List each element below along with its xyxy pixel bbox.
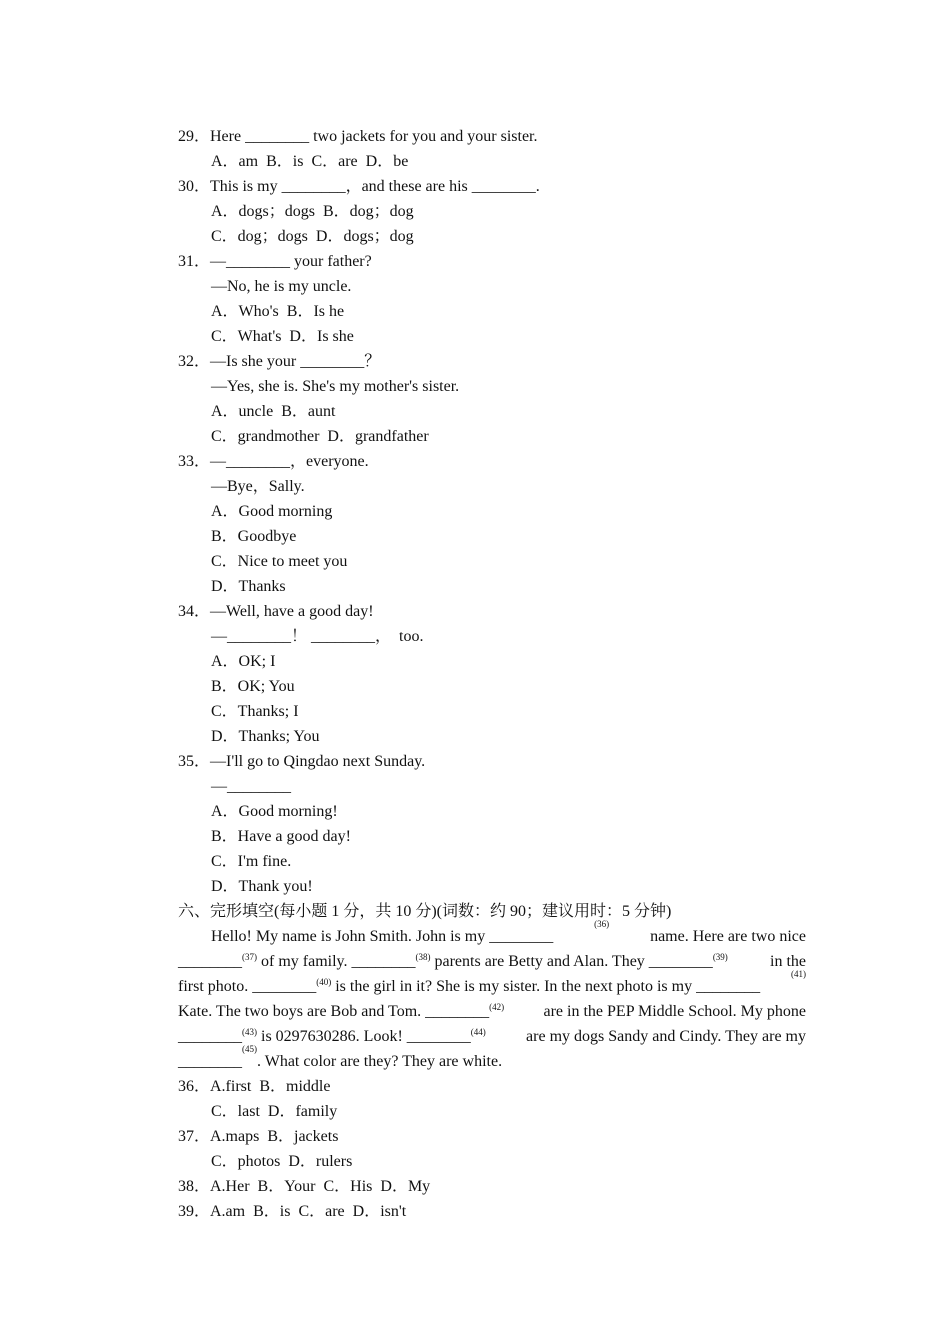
option-34-d: D．Thanks; You xyxy=(211,728,320,745)
passage-text: in the xyxy=(770,953,806,970)
option-34-c: C．Thanks; I xyxy=(211,703,299,720)
exam-page xyxy=(178,124,806,1224)
options-32-cd: C．grandmother D．grandfather xyxy=(211,428,429,445)
passage-text: Hello! My name is John Smith. John is my ________ xyxy=(211,928,554,945)
passage-text: Kate. The two boys are Bob and Tom. ________ xyxy=(178,1003,490,1020)
option-35-d: D．Thank you! xyxy=(211,878,313,895)
blank-number: (43) xyxy=(242,1027,257,1037)
options-31-cd: C．What's D．Is she xyxy=(211,328,354,345)
dialogue-31: —No, he is my uncle. xyxy=(211,278,352,295)
passage-text: first photo. ________ xyxy=(178,978,317,995)
passage-text: of my family. ________ xyxy=(257,953,416,970)
question-36: 36．A.first B．middle xyxy=(178,1078,331,1095)
dialogue-33: —Bye，Sally. xyxy=(211,478,305,495)
question-30: 30．This is my ________，and these are his ________. xyxy=(178,178,540,195)
question-37: 37．A.maps B．jackets xyxy=(178,1128,339,1145)
passage-text: is the girl in it? She is my sister. In the next photo is my ________ xyxy=(331,978,761,995)
blank-number: (40) xyxy=(316,977,332,987)
option-33-c: C．Nice to meet you xyxy=(211,553,348,570)
cloze-passage xyxy=(178,919,806,1074)
options-36-cd: C．last D．family xyxy=(211,1103,338,1120)
question-39: 39．A.am B．is C．are D．isn't xyxy=(178,1203,407,1220)
blank-number: (41) xyxy=(791,969,806,979)
passage-text: . What color are they? They are white. xyxy=(257,1053,503,1070)
question-32: 32．—Is she your ________？ xyxy=(178,353,381,370)
dialogue-32: —Yes, she is. She's my mother's sister. xyxy=(211,378,460,395)
options-31-ab: A．Who's B．Is he xyxy=(211,303,345,320)
blank-number: (37) xyxy=(242,952,257,962)
option-33-b: B．Goodbye xyxy=(211,528,297,545)
passage-text: ________ xyxy=(178,953,242,970)
passage-text: are in the PEP Middle School. My phone xyxy=(543,1003,806,1020)
passage-text: name. Here are two nice xyxy=(650,928,806,945)
section-title: 六、完形填空(每小题 1 分，共 10 分)(词数：约 90；建议用时：5 分钟) xyxy=(178,903,672,920)
option-33-d: D．Thanks xyxy=(211,578,286,595)
options-30-ab: A．dogs；dogs B．dog；dog xyxy=(211,203,414,220)
option-35-a: A．Good morning! xyxy=(211,803,338,820)
options-37-cd: C．photos D．rulers xyxy=(211,1153,353,1170)
option-34-b: B．OK; You xyxy=(211,678,295,695)
blank-number: (45) xyxy=(242,1044,257,1054)
options-32-ab: A．uncle B．aunt xyxy=(211,403,336,420)
options-29: A．am B．is C．are D．be xyxy=(211,153,409,170)
blank-number: (39) xyxy=(712,952,728,962)
passage-text: is 0297630286. Look! ________ xyxy=(257,1028,471,1045)
question-29: 29．Here ________ two jackets for you and your sister. xyxy=(178,128,538,145)
question-34: 34．—Well, have a good day! xyxy=(178,603,374,620)
option-35-b: B．Have a good day! xyxy=(211,828,351,845)
blank-number: (42) xyxy=(489,1002,505,1012)
dialogue-34: —________！ ________， too. xyxy=(211,628,424,645)
question-38: 38．A.Her B．Your C．His D．My xyxy=(178,1178,431,1195)
option-33-a: A．Good morning xyxy=(211,503,333,520)
passage-text: ________ xyxy=(178,1053,242,1070)
option-34-a: A．OK; I xyxy=(211,653,276,670)
options-30-cd: C．dog；dogs D．dogs；dog xyxy=(211,228,414,245)
question-33: 33．—________，everyone. xyxy=(178,453,369,470)
blank-number: (38) xyxy=(415,952,431,962)
question-31: 31．—________ your father? xyxy=(178,253,372,270)
option-35-c: C．I'm fine. xyxy=(211,853,292,870)
passage-text: parents are Betty and Alan. They ________ xyxy=(430,953,713,970)
question-35: 35．—I'll go to Qingdao next Sunday. xyxy=(178,753,426,770)
blank-number: (44) xyxy=(470,1027,486,1037)
passage-text: are my dogs Sandy and Cindy. They are my xyxy=(526,1028,806,1045)
passage-text: ________ xyxy=(178,1028,242,1045)
blank-number: (36) xyxy=(594,919,610,929)
dialogue-35: —________ xyxy=(211,778,291,795)
